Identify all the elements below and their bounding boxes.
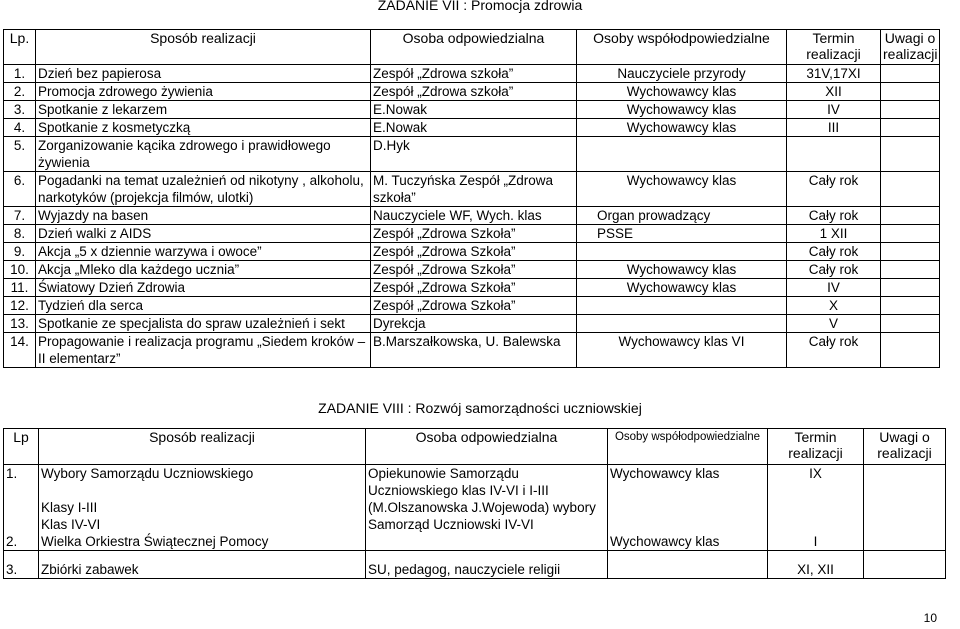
row-lp: 8.: [4, 225, 36, 243]
section8-header-row: [4, 429, 946, 465]
row-lp: [4, 465, 39, 551]
table-row: [4, 333, 940, 368]
row-sposob: Spotkanie ze specjalista do spraw uzależnień i sekt: [36, 315, 371, 333]
row-sposob: Propagowanie i realizacja programu „Siedem kroków – II elementarz”: [36, 333, 371, 368]
header-termin: Termin realizacji: [787, 30, 881, 65]
row-osoba: E.Nowak: [371, 101, 577, 119]
row-termin: Cały rok: [787, 261, 881, 279]
row-osoba: SU, pedagog, nauczyciele religii: [366, 551, 608, 579]
header-osoba: Osoba odpowiedzialna: [371, 30, 577, 65]
table-row: [4, 119, 940, 137]
row-sposob: Dzień bez papierosa: [36, 65, 371, 83]
row-termin: [768, 465, 864, 551]
row-termin: 31V,17XI: [787, 65, 881, 83]
row-termin: IV: [787, 101, 881, 119]
header-osoby: Osoby współodpowiedzialne: [608, 429, 768, 465]
row-osoby: Wychowawcy klas: [577, 101, 787, 119]
row-osoby: [608, 465, 768, 551]
row-uwagi: [881, 333, 940, 368]
table-row: [4, 83, 940, 101]
row-termin: Cały rok: [787, 333, 881, 368]
row-osoba: E.Nowak: [371, 119, 577, 137]
row-osoby: [608, 551, 768, 579]
row-lp: 1.: [4, 65, 36, 83]
section7-header-row: [4, 30, 940, 65]
row-osoba: Zespół „Zdrowa Szkoła”: [371, 243, 577, 261]
table-row: [4, 225, 940, 243]
row-lp: 13.: [4, 315, 36, 333]
row-uwagi: [881, 65, 940, 83]
row-osoba: D.Hyk: [371, 137, 577, 172]
row-lp: 5.: [4, 137, 36, 172]
row-osoba: Nauczyciele WF, Wych. klas: [371, 207, 577, 225]
row-osoby: [577, 137, 787, 172]
row-lp: 9.: [4, 243, 36, 261]
row-osoba: M. Tuczyńska Zespół „Zdrowa szkoła”: [371, 172, 577, 207]
row-lp: 6.: [4, 172, 36, 207]
table-row: [4, 297, 940, 315]
section7-title: ZADANIE VII : Promocja zdrowia: [377, 0, 583, 13]
row-sposob: Zbiórki zabawek: [39, 551, 366, 579]
row-sposob-2: Wielka Orkiestra Świątecznej Pomocy: [41, 534, 269, 549]
header-sposob: Sposób realizacji: [39, 429, 366, 465]
row-termin: 1 XII: [787, 225, 881, 243]
row-sposob: Spotkanie z lekarzem: [36, 101, 371, 119]
row-sposob: Akcja „Mleko dla każdego ucznia”: [36, 261, 371, 279]
table-row: [4, 551, 946, 579]
header-osoba: Osoba odpowiedzialna: [366, 429, 608, 465]
row-sposob: Pogadanki na temat uzależnień od nikotyny , alkoholu, narkotyków (projekcja filmów, ulotki): [36, 172, 371, 207]
row-osoba: [366, 465, 608, 551]
header-lp: Lp.: [4, 30, 36, 65]
row-osoby-1: Wychowawcy klas: [610, 466, 720, 481]
table-row: [4, 207, 940, 225]
row-osoby: Wychowawcy klas: [577, 83, 787, 101]
section8-table: [3, 428, 946, 579]
row-osoba: Zespół „Zdrowa Szkoła”: [371, 279, 577, 297]
table-row: [4, 465, 946, 551]
row-uwagi: [881, 172, 940, 207]
header-sposob: Sposób realizacji: [36, 30, 371, 65]
row-lp-1: 1.: [6, 466, 18, 481]
row-lp: 3.: [4, 101, 36, 119]
row-osoba: Zespół „Zdrowa Szkoła”: [371, 225, 577, 243]
row-sposob-1c: Klas IV-VI: [41, 517, 101, 532]
row-osoby: Wychowawcy klas: [577, 261, 787, 279]
row-osoba: Dyrekcja: [371, 315, 577, 333]
row-uwagi: [864, 465, 946, 551]
row-uwagi: [881, 137, 940, 172]
row-osoby: Organ prowadzący: [577, 207, 787, 225]
row-uwagi: [881, 83, 940, 101]
row-osoba: Zespół „Zdrowa Szkoła”: [371, 261, 577, 279]
row-uwagi: [881, 101, 940, 119]
section7-body: [4, 65, 940, 368]
row-osoba: Zespół „Zdrowa szkoła”: [371, 65, 577, 83]
row-osoby: Wychowawcy klas: [577, 172, 787, 207]
row-termin-1: IX: [809, 466, 822, 481]
table-row: [4, 279, 940, 297]
table-row: [4, 65, 940, 83]
row-osoby: Wychowawcy klas: [577, 279, 787, 297]
row-uwagi: [881, 315, 940, 333]
row-sposob: Zorganizowanie kącika zdrowego i prawidłowego żywienia: [36, 137, 371, 172]
section8-title: ZADANIE VIII : Rozwój samorządności uczniowskiej: [318, 400, 642, 416]
row-sposob: [39, 465, 366, 551]
row-termin: Cały rok: [787, 243, 881, 261]
table-row: [4, 101, 940, 119]
row-osoba: Zespół „Zdrowa szkoła”: [371, 83, 577, 101]
table-row: [4, 243, 940, 261]
row-lp: 7.: [4, 207, 36, 225]
row-sposob: Promocja zdrowego żywienia: [36, 83, 371, 101]
table-row: [4, 172, 940, 207]
row-osoby: [577, 315, 787, 333]
header-lp: Lp: [4, 429, 39, 465]
section8-body: [4, 465, 946, 579]
row-sposob: Akcja „5 x dziennie warzywa i owoce”: [36, 243, 371, 261]
row-lp: 12.: [4, 297, 36, 315]
row-termin: XII: [787, 83, 881, 101]
row-osoba: B.Marszałkowska, U. Balewska: [371, 333, 577, 368]
row-sposob: Wyjazdy na basen: [36, 207, 371, 225]
row-termin: V: [787, 315, 881, 333]
row-termin: Cały rok: [787, 207, 881, 225]
row-lp: 14.: [4, 333, 36, 368]
header-termin: Termin realizacji: [768, 429, 864, 465]
header-uwagi: Uwagi o realizacji: [864, 429, 946, 465]
header-uwagi: Uwagi o realizacji: [881, 30, 940, 65]
row-termin: XI, XII: [768, 551, 864, 579]
row-uwagi: [881, 279, 940, 297]
row-osoby: [577, 243, 787, 261]
row-termin: X: [787, 297, 881, 315]
row-osoby: Nauczyciele przyrody: [577, 65, 787, 83]
row-sposob: Światowy Dzień Zdrowia: [36, 279, 371, 297]
row-sposob: Spotkanie z kosmetyczką: [36, 119, 371, 137]
row-termin: [787, 137, 881, 172]
row-uwagi: [864, 551, 946, 579]
row-osoby: Wychowawcy klas VI: [577, 333, 787, 368]
row-lp: 3.: [4, 551, 39, 579]
table-row: [4, 137, 940, 172]
row-uwagi: [881, 225, 940, 243]
table-row: [4, 261, 940, 279]
row-osoba-2: Samorząd Uczniowski IV-VI: [368, 517, 534, 532]
row-sposob-1: Wybory Samorządu Uczniowskiego: [41, 466, 254, 481]
row-termin: IV: [787, 279, 881, 297]
table-row: [4, 315, 940, 333]
row-sposob-1b: Klasy I-III: [41, 500, 98, 515]
page-number: 10: [923, 611, 937, 625]
row-uwagi: [881, 261, 940, 279]
row-uwagi: [881, 207, 940, 225]
row-termin: Cały rok: [787, 172, 881, 207]
row-uwagi: [881, 297, 940, 315]
row-lp: 10.: [4, 261, 36, 279]
section7-table: [3, 29, 940, 368]
header-osoby: Osoby współodpowiedzialne: [577, 30, 787, 65]
row-lp-2: 2.: [6, 534, 18, 549]
row-lp: 4.: [4, 119, 36, 137]
row-lp: 11.: [4, 279, 36, 297]
row-termin-2: I: [813, 534, 818, 549]
row-uwagi: [881, 119, 940, 137]
row-sposob: Dzień walki z AIDS: [36, 225, 371, 243]
row-termin: III: [787, 119, 881, 137]
row-osoby: [577, 297, 787, 315]
row-osoba: Zespół „Zdrowa Szkoła”: [371, 297, 577, 315]
row-osoby: PSSE: [577, 225, 787, 243]
row-sposob: Tydzień dla serca: [36, 297, 371, 315]
row-osoby-2: Wychowawcy klas: [610, 534, 720, 549]
row-osoby: Wychowawcy klas: [577, 119, 787, 137]
row-lp: 2.: [4, 83, 36, 101]
row-osoba-1: Opiekunowie Samorządu Uczniowskiego klas IV-VI i I-III (M.Olszanowska J.Wojewoda) wybory: [368, 466, 596, 515]
row-uwagi: [881, 243, 940, 261]
